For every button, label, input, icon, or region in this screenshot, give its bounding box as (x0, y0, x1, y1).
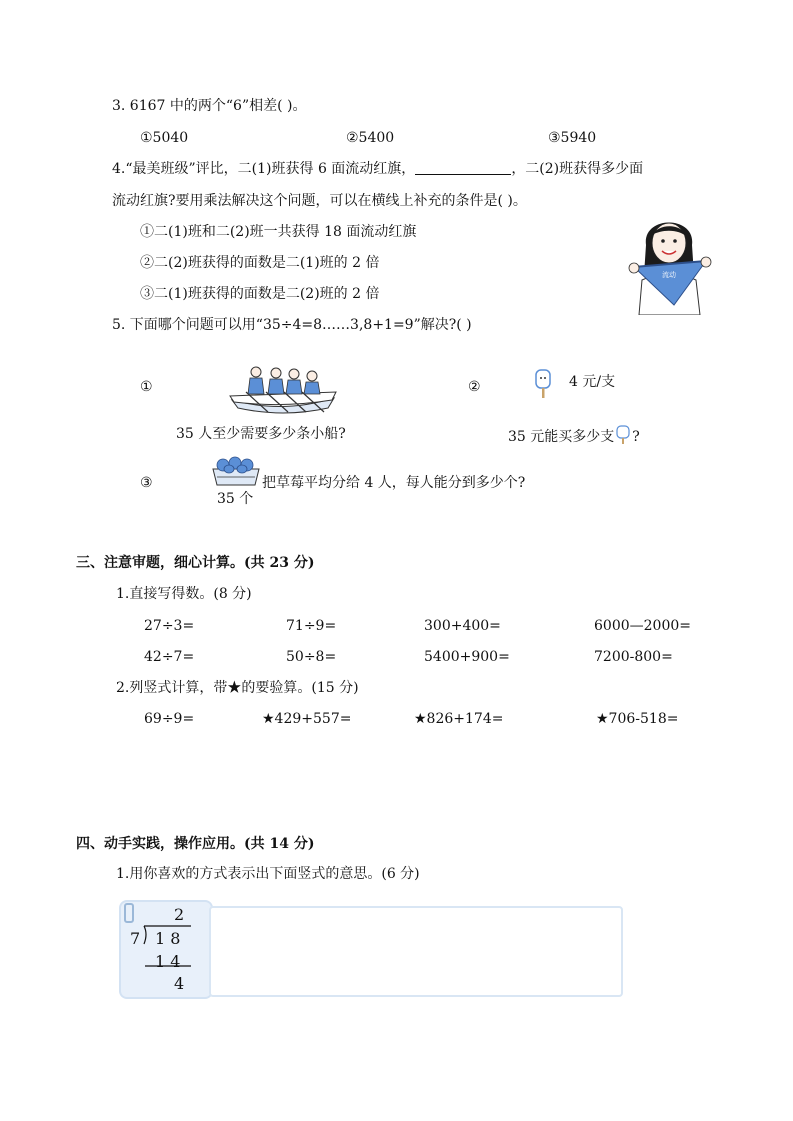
calc-r3-c4: ★706-518= (596, 711, 679, 727)
q3-stem: 3. 6167 中的两个“6”相差( )。 (112, 98, 307, 114)
calc-r2-c3: 5400+900= (424, 649, 510, 665)
rowing-boat-illustration (228, 362, 338, 420)
section3-title: 三、注意审题，细心计算。(共 23 分) (76, 555, 315, 571)
q5-option-2-price: 4 元/支 (569, 374, 616, 390)
calc-r1-c4: 6000—2000= (594, 618, 691, 634)
strawberry-basket-illustration (211, 455, 261, 487)
division-product: 1 4 (155, 952, 181, 971)
calc-r3-c2: ★429+557= (262, 711, 352, 727)
q4-line2: 流动红旗?要用乘法解决这个问题，可以在横线上补充的条件是( )。 (112, 193, 527, 209)
q5-option-2-mark: ② (468, 379, 481, 395)
q4-answer-blank[interactable] (415, 160, 511, 175)
q5-option-1-text: 35 人至少需要多少条小船? (176, 426, 346, 442)
section4-title: 四、动手实践，操作应用。(共 14 分) (76, 836, 315, 852)
q4-line1-a: 4.“最美班级”评比，二(1)班获得 6 面流动红旗， (112, 161, 416, 177)
popsicle-icon (533, 368, 553, 400)
answer-box[interactable] (209, 906, 623, 997)
calc-r2-c4: 7200-800= (594, 649, 673, 665)
section4-sub1: 1.用你喜欢的方式表示出下面竖式的意思。(6 分) (116, 866, 420, 882)
q5-stem: 5. 下面哪个问题可以用“35÷4=8……3,8+1=9”解决?( ) (112, 317, 472, 333)
q5-option-2-text-b: ? (632, 429, 640, 445)
long-division-bracket (121, 902, 211, 997)
division-divisor: 7 (130, 929, 141, 948)
division-remainder: 4 (174, 974, 185, 993)
calc-r1-c1: 27÷3= (144, 618, 195, 634)
q5-option-1-mark: ① (140, 379, 153, 395)
q4-option-3: ③二(1)班获得的面数是二(2)班的 2 倍 (140, 286, 380, 302)
calc-r3-c1: 69÷9= (144, 711, 195, 727)
q3-option-1: ①5040 (140, 130, 189, 146)
section3-sub1: 1.直接写得数。(8 分) (116, 586, 252, 602)
girl-with-pennant-illustration (614, 205, 724, 315)
calc-r2-c1: 42÷7= (144, 649, 195, 665)
calc-r1-c2: 71÷9= (286, 618, 337, 634)
q5-option-3-mark: ③ (140, 475, 153, 491)
q5-option-2-text (508, 425, 640, 446)
q5-option-3-text: 把草莓平均分给 4 人，每人能分到多少个? (262, 475, 526, 491)
q4-line1-b: ，二(2)班获得多少面 (511, 161, 644, 177)
section3-sub2: 2.列竖式计算，带★的要验算。(15 分) (116, 680, 359, 696)
popsicle-small-icon (614, 425, 632, 445)
q5-option-2-text-a: 35 元能买多少支 (508, 429, 615, 445)
division-quotient: 2 (174, 905, 185, 924)
q5-option-3-count: 35 个 (217, 491, 254, 507)
q4-option-1: ①二(1)班和二(2)班一共获得 18 面流动红旗 (140, 224, 417, 240)
q4-line1 (112, 160, 643, 178)
calc-r2-c2: 50÷8= (286, 649, 337, 665)
q3-option-2: ②5400 (346, 130, 395, 146)
q4-option-2: ②二(2)班获得的面数是二(1)班的 2 倍 (140, 255, 380, 271)
calc-r3-c3: ★826+174= (414, 711, 504, 727)
division-dividend: 1 8 (155, 929, 181, 948)
svg-text:流动: 流动 (662, 271, 676, 279)
q3-option-3: ③5940 (548, 130, 597, 146)
calc-r1-c3: 300+400= (424, 618, 501, 634)
